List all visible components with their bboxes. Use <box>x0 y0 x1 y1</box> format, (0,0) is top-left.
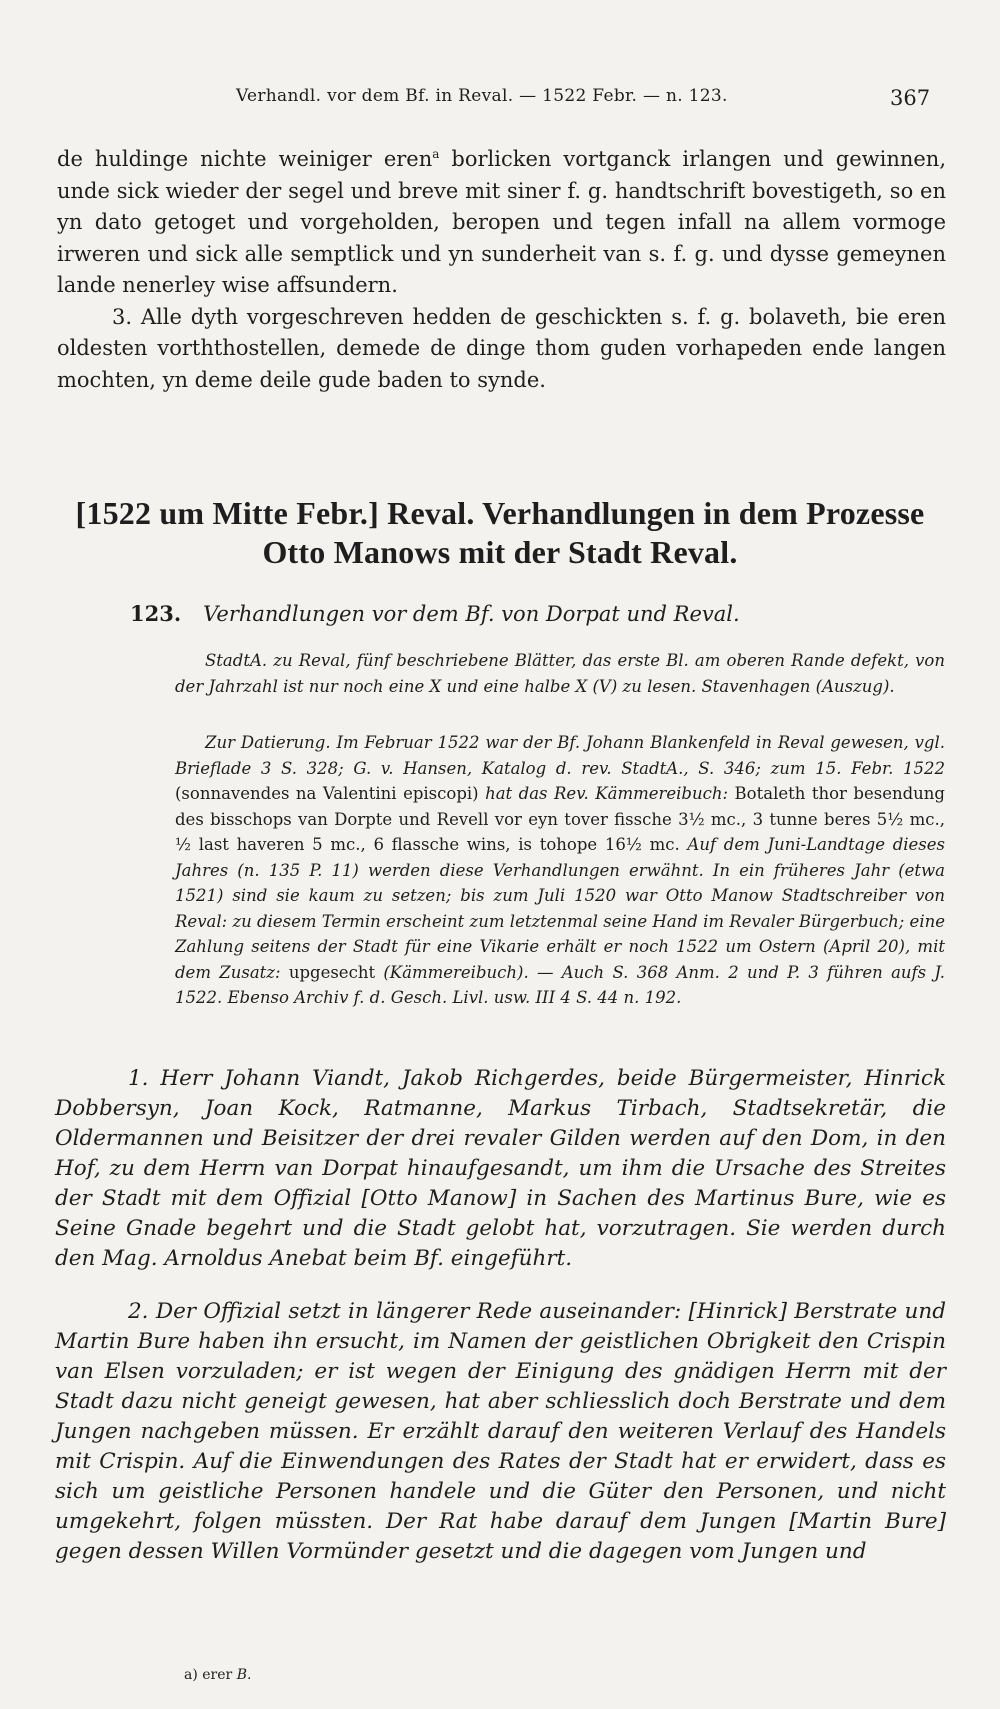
running-header <box>0 86 1000 112</box>
document-number: 123. <box>130 601 182 626</box>
paragraph: 1. Herr Johann Viandt, Jakob Richgerdes, beide Bürgermeister, Hinrick Dobbersyn, Joan Kock, Ratmanne, Markus Tirbach, Stadtsekretär, die Oldermannen und Beisitzer der drei revaler Gilden werden auf den Dom, in den Hof, zu dem Herrn van Dorpat hinaufgesandt, um ihm die Ursache des Streites der Stadt mit dem Offizial [Otto Manow] in Sachen des Martinus Bure, wie es Seine Gnade begehrt und die Stadt gelobt hat, vorzutragen. Sie werden durch den Mag. Arnoldus Anebat beim Bf. eingeführt. <box>55 1066 946 1271</box>
footnote-text: erer <box>202 1667 233 1683</box>
continued-text <box>57 144 946 396</box>
footnote-mark: a) <box>184 1667 198 1683</box>
heading-line: Otto Manows mit der Stadt Reval. <box>262 534 738 570</box>
text-run: hat das Rev. Kämmereibuch: <box>478 784 735 803</box>
footnote-ref: a <box>432 147 440 161</box>
section-heading <box>54 494 946 572</box>
text-run: upgesecht <box>288 962 376 982</box>
dating-paragraph <box>175 730 945 1011</box>
paragraph <box>57 144 946 302</box>
text-run: borlicken vortganck irlangen und gewinnen, unde sick wieder der segel und breve mit siner f. g. handtschrift bovestigeth, so en yn dato getoget und vorgeholden, beropen und tegen infall na allem vormoge irweren und sick alle semptlick und yn sunderheit van s. f. g. und dysse gemeynen lande nenerley wise affsundern. <box>57 147 946 297</box>
dating-note <box>175 730 945 1011</box>
running-title: Verhandl. vor dem Bf. in Reval. — 1522 Febr. — n. 123. <box>236 86 728 106</box>
text-run: (Kämmereibuch). — Auch S. 368 Anm. 2 und P. 3 führen aufs J. 1522. Ebenso Archiv f. d. Gesch. Livl. usw. III 4 S. 44 n. 192. <box>175 962 945 1007</box>
source-note: StadtA. zu Reval, fünf beschriebene Blätter, das erste Bl. am oberen Rande defekt, von der Jahrzahl ist nur noch eine X und eine halbe X (V) zu lesen. Stavenhagen (Auszug). <box>175 651 945 696</box>
text-run: (sonnavendes na Valentini episcopi) <box>175 784 479 803</box>
text-run: de huldinge nichte weiniger eren <box>57 147 433 171</box>
paragraph: 3. Alle dyth vorgeschreven hedden de geschickten s. f. g. bolaveth, bie eren oldesten vorththostellen, demede de dinge thom guden vorhapeden ende langen mochten, yn deme deile gude baden to synde. <box>57 304 946 392</box>
document-title-text: Verhandlungen vor dem Bf. von Dorpat und Reval. <box>203 602 740 626</box>
source-apparatus <box>175 648 945 699</box>
heading-line: [1522 um Mitte Febr.] Reval. Verhandlungen in dem Prozesse <box>75 495 925 531</box>
page-number: 367 <box>890 86 931 110</box>
narrative-section-2 <box>55 1297 946 1567</box>
text-run: Auf dem Juni-Landtage dieses Jahres (n. 135 P. 11) werden diese Verhandlungen erwähnt. In ein früheres Jahr (etwa 1521) sind sie kaum zu setzen; bis zum Juli 1520 war Otto Manow Stadtschreiber von Reval: zu diesem Termin erscheint zum letztenmal seine Hand im Revaler Bürgerbuch; eine Zahlung seitens der Stadt für eine Vikarie erhält er noch 1522 um Ostern (April 20), mit dem Zusatz: <box>175 835 945 982</box>
narrative-section-1 <box>55 1064 946 1274</box>
text-run: Zur Datierung. Im Februar 1522 war der Bf. Johann Blankenfeld in Reval gewesen, vgl. Brieflade 3 S. 328; G. v. Hansen, Katalog d. rev. StadtA., S. 346; zum 15. Febr. 1522 <box>175 733 945 778</box>
text-run: Botaleth thor besendung des bisschops van Dorpte und Revell vor eyn tover fissche 3½ mc., 3 tunne beres 5½ mc., ½ last haveren 5 mc., 6 flassche wins, is tohope 16½ mc. <box>175 784 945 854</box>
footnote-siglum: B. <box>236 1667 252 1683</box>
document-title <box>130 601 740 626</box>
footnote <box>184 1667 251 1683</box>
paragraph: 2. Der Offizial setzt in längerer Rede auseinander: [Hinrick] Berstrate und Martin Bure haben ihn ersucht, im Namen der geistlichen Obrigkeit den Crispin van Elsen vorzuladen; er ist wegen der Einigung des gnädigen Herrn mit der Stadt dazu nicht geneigt gewesen, hat aber schliesslich doch Berstrate und dem Jungen nachgeben müssen. Er erzählt darauf den weiteren Verlauf des Handels mit Crispin. Auf die Einwendungen des Rates der Stadt hat er erwidert, dass es sich um geistliche Personen handele und die Güter den Personen, und nicht umgekehrt, folgen müssten. Der Rat habe darauf dem Jungen [Martin Bure] gegen dessen Willen Vormünder gesetzt und die dagegen vom Jungen und <box>55 1299 946 1564</box>
